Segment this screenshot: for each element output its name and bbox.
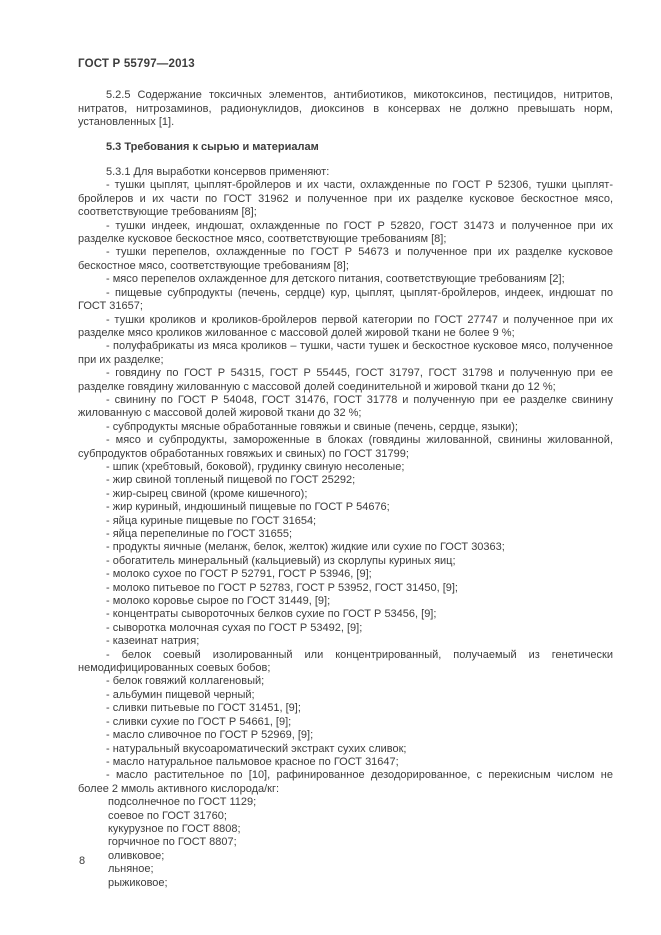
materials-list xyxy=(78,179,613,796)
list-item: - мясо перепелов охлажденное для детского питания, соответствующие требованиям [2]; xyxy=(106,273,565,286)
page-number: 8 xyxy=(79,855,86,867)
sublist-item: подсолнечное по ГОСТ 1129; xyxy=(108,796,257,809)
list-item: - молоко коровье сырое по ГОСТ 31449, [9]; xyxy=(106,595,331,608)
sublist-item: соевое по ГОСТ 31760; xyxy=(108,809,227,822)
sublist-item: горчичное по ГОСТ 8807; xyxy=(108,836,237,849)
list-item: - альбумин пищевой черный; xyxy=(106,688,255,701)
list-item: - белок говяжий коллагеновый; xyxy=(106,675,265,688)
list-item: - пищевые субпродукты (печень, сердце) кур, цыплят, цыплят-бройлеров, индеек, индюшат по ГОСТ 31657; xyxy=(78,286,613,313)
list-item: - обогатитель минеральный (кальциевый) из скорлупы куриных яиц; xyxy=(106,554,456,567)
list-item: - белок соевый изолированный или концентрированный, получаемый из генетически немодифицированных соевых бобов; xyxy=(78,648,613,675)
list-item: - сливки питьевые по ГОСТ 31451, [9]; xyxy=(106,702,301,715)
list-item: - молоко сухое по ГОСТ Р 52791, ГОСТ Р 53946, [9]; xyxy=(106,568,372,581)
list-item: - говядину по ГОСТ Р 54315, ГОСТ Р 55445, ГОСТ 31797, ГОСТ 31798 и полученную при ее разделке говядину жилованную с массовой долей соединительной и жировой ткани до 12 %; xyxy=(78,367,613,393)
list-item: - полуфабрикаты из мяса кроликов – тушки, части тушек и бескостное кусковое мясо, полученное при их разделке; xyxy=(78,340,613,366)
list-item: - яйца перепелиные по ГОСТ 31655; xyxy=(106,528,293,540)
list-item: - тушки индеек, индюшат, охлажденные по ГОСТ Р 52820, ГОСТ 31473 и полученное при их разделке кусковое бескостное мясо, соответствующие требованиям [8]; xyxy=(78,219,613,246)
list-item: - концентраты сывороточных белков сухие по ГОСТ Р 53456, [9]; xyxy=(106,608,437,621)
list-item: - жир-сырец свиной (кроме кишечного); xyxy=(106,487,308,500)
list-item: - тушки кроликов и кроликов-бройлеров первой категории по ГОСТ 27747 и полученное при их разделке мясо кроликов жилованное с массовой долей жировой ткани не более 9 %; xyxy=(78,313,613,339)
list-item: - субпродукты мясные обработанные говяжьи и свиные (печень, сердце, языки); xyxy=(106,420,518,433)
list-item: - жир свиной топленый пищевой по ГОСТ 25292; xyxy=(106,474,356,487)
list-item: - масло натуральное пальмовое красное по ГОСТ 31647; xyxy=(106,755,399,768)
list-item: - натуральный вкусоароматический экстракт сухих сливок; xyxy=(106,742,407,755)
list-item: - масло сливочное по ГОСТ Р 52969, [9]; xyxy=(106,729,314,742)
document-header: ГОСТ Р 55797—2013 xyxy=(78,58,195,70)
sublist-item: льняное; xyxy=(108,863,154,876)
text-column xyxy=(78,58,613,890)
section-heading-5-3: 5.3 Требования к сырью и материалам xyxy=(106,140,319,153)
list-item: - молоко питьевое по ГОСТ Р 52783, ГОСТ Р 53952, ГОСТ 31450, [9]; xyxy=(106,581,458,594)
paragraph-5-3-1: 5.3.1 Для выработки консервов применяют: xyxy=(106,166,330,179)
list-item: - сыворотка молочная сухая по ГОСТ Р 53492, [9]; xyxy=(106,621,363,634)
list-item: - свинину по ГОСТ Р 54048, ГОСТ 31476, ГОСТ 31778 и полученную при ее разделке свинину жилованную с массовой долей жировой ткани до 32 %; xyxy=(78,393,613,420)
sublist-item: рыжиковое; xyxy=(108,876,168,889)
list-item: - сливки сухие по ГОСТ Р 54661, [9]; xyxy=(106,715,292,728)
oil-types-sublist xyxy=(78,796,613,890)
list-item: - мясо и субпродукты, замороженные в блоках (говядины жилованной, свинины жилованной, субпродуктов обработанных говяжьих и свиных) по ГОСТ 31799; xyxy=(78,434,613,460)
sublist-item: оливковое; xyxy=(108,849,165,862)
list-item: - тушки перепелов, охлажденные по ГОСТ Р 54673 и полученное при их разделке кусковое бескостное мясо, соответствующие требованиям [8]; xyxy=(78,246,613,272)
sublist-item: кукурузное по ГОСТ 8808; xyxy=(108,822,241,835)
list-item: - масло растительное по [10], рафинированное дезодорированное, с перекисным числом не более 2 ммоль активного кислорода/кг: xyxy=(78,769,613,795)
list-item: - казеинат натрия; xyxy=(106,635,200,648)
list-item: - жир куриный, индюшиный пищевые по ГОСТ Р 54676; xyxy=(106,501,390,514)
list-item: - яйца куриные пищевые по ГОСТ 31654; xyxy=(106,514,317,527)
list-item: - продукты яичные (меланж, белок, желток) жидкие или сухие по ГОСТ 30363; xyxy=(106,541,505,554)
list-item: - тушки цыплят, цыплят-бройлеров и их части, охлажденные по ГОСТ Р 52306, тушки цыплят-бройлеров и их части по ГОСТ 31962 и полученное при их разделке кусковое бескостное мясо, соответствующие требованиям [8]; xyxy=(78,179,613,219)
paragraph-5-2-5: 5.2.5 Содержание токсичных элементов, антибиотиков, микотоксинов, пестицидов, нитритов, нитратов, нитрозаминов, радионуклидов, диоксинов в консервах не должно превышать норм, установленных [1]. xyxy=(78,89,613,129)
list-item: - шпик (хребтовый, боковой), грудинку свиную несоленые; xyxy=(106,460,405,473)
